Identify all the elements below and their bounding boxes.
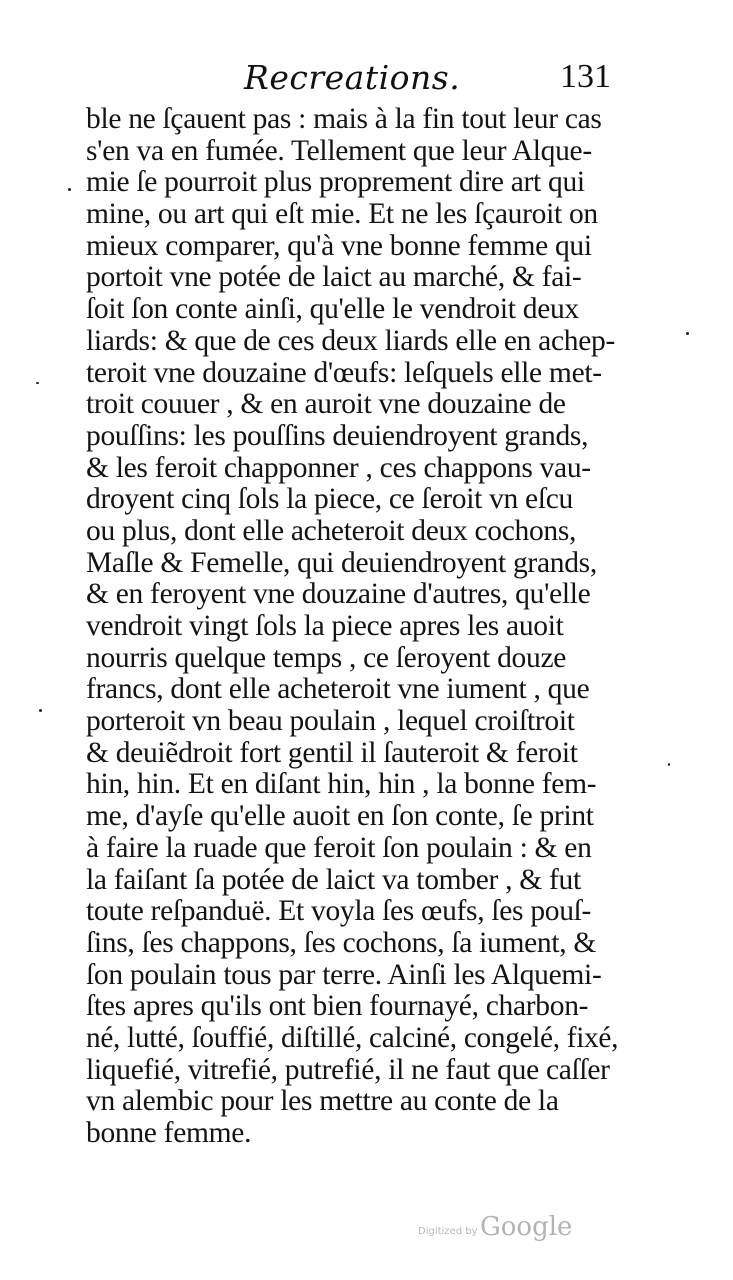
digitized-by-google-watermark <box>418 1212 578 1248</box>
ink-speck <box>686 332 689 335</box>
text-line: né, lutté, ſouffié, diſtillé, calciné, congelé, fixé, <box>86 1021 619 1054</box>
text-line: s'en va en fumée. Tellement que leur Alque- <box>86 134 592 167</box>
text-line: hin, hin. Et en diſant hin, hin , la bonne fem- <box>86 768 597 801</box>
text-line: troit couuer , & en auroit vne douzaine de <box>86 388 566 421</box>
text-line: ou plus, dont elle acheteroit deux cochons, <box>86 514 577 547</box>
text-line: bonne femme. <box>86 1117 252 1149</box>
text-line: & en feroyent vne douzaine d'autres, qu'elle <box>86 578 591 611</box>
ink-speck <box>668 763 670 766</box>
text-line: à faire la ruade que feroit ſon poulain : & en <box>86 831 592 864</box>
text-line: liquefié, vitrefié, putrefié, il ne faut que caſſer <box>86 1053 610 1086</box>
google-logo: Google <box>480 1212 573 1242</box>
text-line: mie ſe pourroit plus proprement dire art qui <box>86 166 585 199</box>
ink-speck <box>68 188 71 191</box>
text-line: ſtes apres qu'ils ont bien fournayé, charbon- <box>86 990 589 1023</box>
page-header <box>230 58 630 102</box>
text-line: francs, dont elle acheteroit vne iument , que <box>86 673 590 706</box>
text-line: & deuiẽdroit fort gentil il ſauteroit & feroit <box>86 736 578 769</box>
text-line: me, d'ayſe qu'elle auoit en ſon conte, ſe print <box>86 800 594 833</box>
watermark-prefix: Digitized by <box>418 1226 478 1237</box>
page-number: 131 <box>560 58 611 95</box>
ink-speck <box>39 709 42 712</box>
text-line: vendroit vingt ſols la piece apres les auoit <box>86 610 564 642</box>
running-title: Recreations. <box>244 58 461 97</box>
text-line: ſon poulain tous par terre. Ainſi les Alquemi- <box>86 958 602 991</box>
text-line: teroit vne douzaine d'œufs: leſquels elle met- <box>86 356 602 389</box>
text-line: portoit vne potée de laict au marché, & fai- <box>86 261 582 294</box>
text-line: pouſſins: les pouſſins deuiendroyent grands, <box>86 419 589 452</box>
text-line: mieux comparer, qu'à vne bonne femme qui <box>86 229 592 262</box>
body-text <box>86 104 618 1150</box>
text-line: ble ne ſçauent pas : mais à la fin tout leur cas <box>86 103 602 135</box>
text-line: porteroit vn beau poulain , lequel croiſtroit <box>86 705 575 738</box>
text-line: ſins, ſes chappons, ſes cochons, ſa iument, & <box>86 926 597 959</box>
text-line: toute reſpanduë. Et voyla ſes œufs, ſes pouſ- <box>86 895 592 928</box>
text-line: ſoit ſon conte ainſi, qu'elle le vendroit deux <box>86 293 579 326</box>
ink-speck <box>36 382 39 384</box>
text-line: mine, ou art qui eſt mie. Et ne les ſçauroit on <box>86 198 598 231</box>
text-line: & les feroit chapponner , ces chappons vau- <box>86 451 591 484</box>
text-line: Maſle & Femelle, qui deuiendroyent grands, <box>86 546 597 579</box>
text-line: la faiſant ſa potée de laict va tomber , & fut <box>86 863 581 896</box>
text-line: vn alembic pour les mettre au conte de la <box>86 1085 559 1118</box>
text-line: liards: & que de ces deux liards elle en achep- <box>86 324 615 357</box>
text-line: droyent cinq ſols la piece, ce ſeroit vn eſcu <box>86 483 573 516</box>
text-line: nourris quelque temps , ce ſeroyent douze <box>86 641 567 674</box>
